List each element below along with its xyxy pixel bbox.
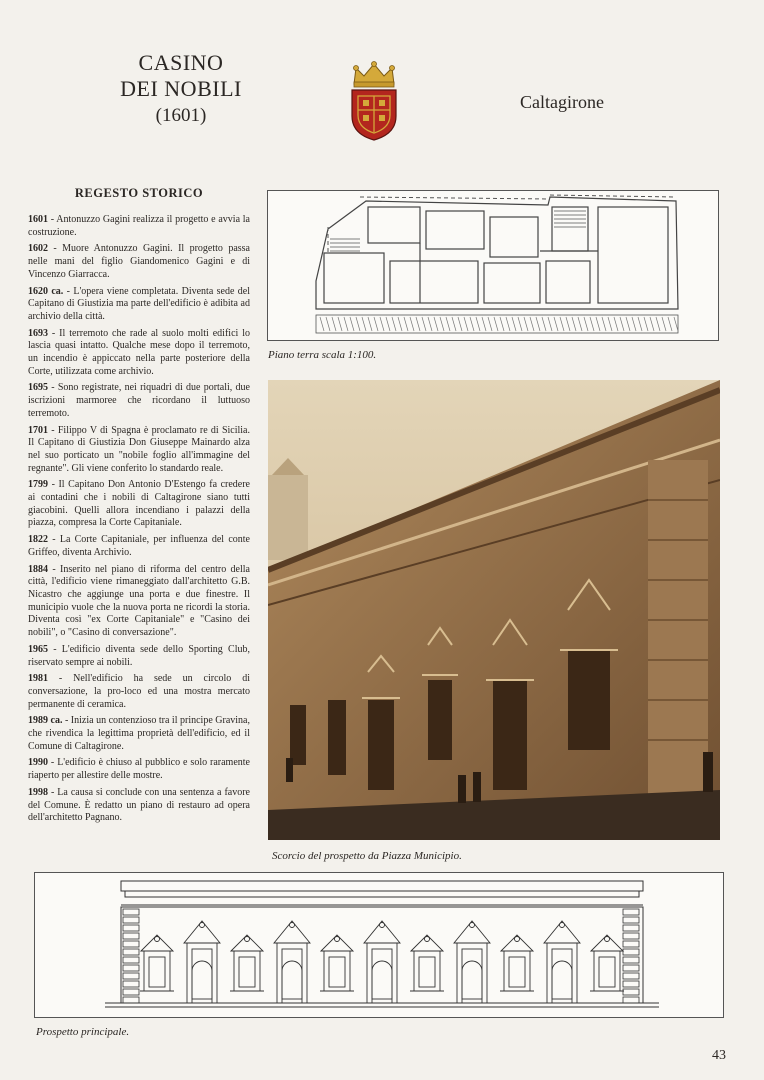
entry-text: - Inserito nel piano di riforma del centro della città, l'edificio viene rimaneggiato dall'architetto G.B. Nicastro che aggiunge una porta e due finestre. Il municipio vuole che la nuova porta ne ricordi la storia. Diventa così "ex Corte Capitaniale" e "Casino dei nobili", o "Casino di conversazione". (28, 563, 250, 639)
regesto-storico (28, 186, 250, 829)
entry-text: - Il terremoto che rade al suolo molti edifici lo lascia quasi intatto. Qualche mese dopo il terremoto, un incendio è appiccato nella parte posteriore della Corte, utilizzata come archivio. (28, 327, 250, 377)
page-title (100, 50, 262, 130)
entry-year: 1822 (28, 534, 48, 546)
section-title: REGESTO STORICO (74, 186, 204, 200)
history-entry (28, 644, 250, 669)
title-line-2: DEI NOBILI (120, 76, 242, 101)
entry-list (28, 214, 250, 825)
page-number: 43 (712, 1048, 726, 1063)
floor-plan-drawing (267, 190, 719, 341)
entry-text: - L'edificio è chiuso al pubblico e solo raramente riaperto per allestire delle mostre. (28, 757, 250, 782)
title-line-1: CASINO (138, 50, 224, 75)
entry-year: 1695 (28, 382, 48, 394)
entry-text: - Inizia un contenzioso tra il principe Gravina, che rivendica la legittima proprietà dell'edificio, ed il Comune di Caltagirone. (28, 715, 250, 752)
entry-year: 1602 (28, 243, 48, 255)
entry-text: - Nell'edificio ha sede un circolo di conversazione, la pro-loco ed una mostra mercato permanente di ceramica. (28, 673, 250, 710)
history-entry (28, 479, 250, 530)
entry-year: 1601 (28, 214, 48, 225)
history-entry (28, 757, 250, 782)
history-entry (28, 425, 250, 476)
entry-text: - Filippo V di Spagna è proclamato re di Sicilia. Il Capitano di Giustizia Don Giuseppe Mainardo alza nel suo porticato un "nobile foglio all'immagine del regnante". Gli viene conferito lo standardo reale. (28, 424, 250, 474)
entry-year: 1693 (28, 327, 48, 339)
entry-year: 1990 (28, 757, 48, 769)
entry-year: 1965 (28, 643, 48, 655)
entry-year: 1884 (28, 563, 48, 575)
facade-photo (268, 380, 720, 840)
history-entry (28, 673, 250, 711)
entry-year: 1981 (28, 673, 48, 685)
history-entry (28, 715, 250, 753)
coat-of-arms-icon (346, 60, 402, 142)
entry-year: 1799 (28, 479, 48, 491)
history-entry (28, 787, 250, 825)
history-entry (28, 286, 250, 324)
entry-text: - L'opera viene completata. Diventa sede del Capitano di Giustizia ma parte dell'edificio è adibita ad archivio della città. (28, 285, 250, 322)
history-entry (28, 243, 250, 281)
title-year: (1601) (155, 105, 207, 126)
photo-caption: Scorcio del prospetto da Piazza Municipio. (272, 850, 462, 862)
history-entry (28, 214, 250, 239)
entry-text: - Muore Antonuzzo Gagini. Il progetto passa nelle mani del figlio Giandomenico Gagini e di Vincenzo Giarracca. (28, 243, 250, 280)
history-entry (28, 328, 250, 379)
entry-year: 1701 (28, 424, 48, 436)
entry-year: 1989 ca. (28, 715, 63, 727)
elevation-caption: Prospetto principale. (36, 1026, 130, 1038)
entry-year: 1998 (28, 786, 48, 798)
city-name: Caltagirone (520, 92, 604, 112)
history-entry (28, 534, 250, 559)
entry-text: - La Corte Capitaniale, per influenza del conte Griffeo, diventa Archivio. (28, 534, 250, 558)
history-entry (28, 564, 250, 640)
entry-text: - Antonuzzo Gagini realizza il progetto e avvia la costruzione. (28, 214, 250, 238)
elevation-drawing (34, 872, 724, 1018)
plan-caption: Piano terra scala 1:100. (268, 349, 377, 361)
entry-text: - L'edificio diventa sede dello Sporting Club, riservato sempre ai nobili. (28, 643, 250, 668)
history-entry (28, 382, 250, 420)
entry-text: - La causa si conclude con una sentenza a favore del Comune. È redatto un piano di restauro ad opera dell'architetto Pagnano. (28, 786, 250, 824)
entry-text: - Il Capitano Don Antonio D'Estengo fa credere ai contadini che i nobili di Caltagirone siano tutti giacobini. Quelli allora incendiano i palazzi della piazza, compresa la Corte Capitaniale. (28, 479, 250, 529)
entry-year: 1620 ca. (28, 285, 64, 297)
entry-text: - Sono registrate, nei riquadri di due portali, due iscrizioni marmoree che ricordano il luttuoso terremoto. (28, 382, 250, 419)
